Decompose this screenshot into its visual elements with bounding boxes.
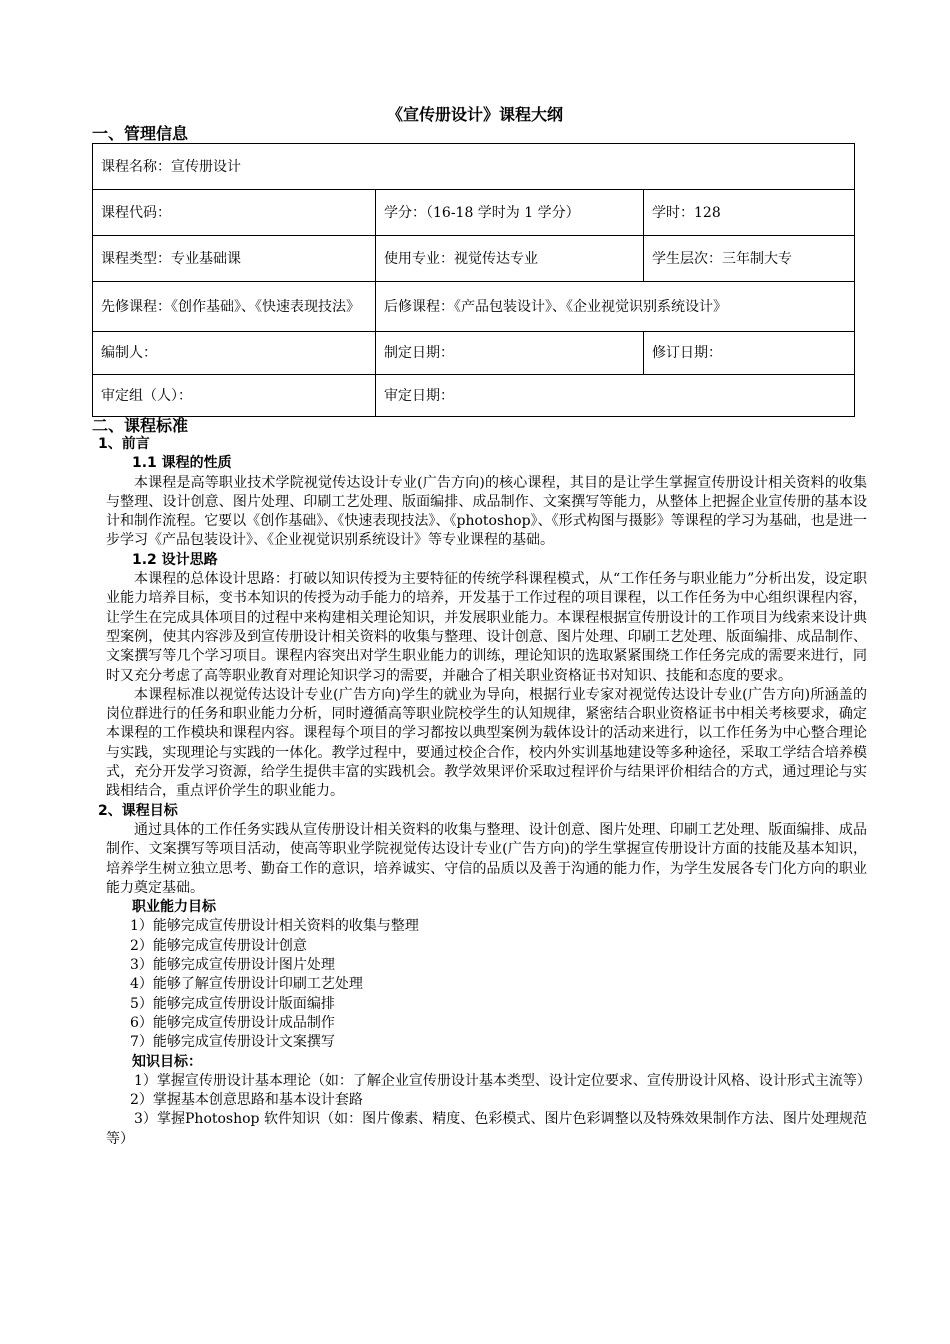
section-heading-management: 一、管理信息: [92, 124, 189, 143]
course-type-cell: 课程类型：专业基础课: [93, 236, 376, 282]
follow-up-cell: 后修课程：《产品包装设计》、《企业视觉识别系统设计》: [376, 282, 855, 332]
review-date-cell: 审定日期：: [376, 375, 855, 417]
editor-cell: 编制人：: [93, 332, 376, 375]
list-item: 1）掌握宣传册设计基本理论（如：了解企业宣传册设计基本类型、设计定位要求、宣传册设计风格、设计形式主流等）: [134, 1072, 871, 1089]
paragraph-goals: 通过具体的工作任务实践从宣传册设计相关资料的收集与整理、设计创意、图片处理、印刷工艺处理、版面编排、成品制作、文案撰写等项目活动，使高等职业学院视觉传达设计专业(广告方向)的学生掌握宣传册设计方面的技能及基本知识，培养学生树立独立思考、勤奋工作的意识，培养诚实、守信的品质以及善于沟通的能力作，为学生发展各专门化方向的职业能力奠定基础。: [106, 821, 867, 896]
credits-cell: 学分：（16-18 学时为 1 学分）: [376, 190, 644, 236]
list-item: 3）能够完成宣传册设计图片处理: [130, 957, 335, 974]
paragraph-design-1: 本课程的总体设计思路：打破以知识传授为主要特征的传统学科课程模式，从“工作任务与职业能力”分析出发，设定职业能力培养目标，变书本知识的传授为动手能力的培养，开发基于工作过程的项目课程，以工作任务为中心组织课程内容，让学生在完成具体项目的过程中来构建相关理论知识，并发展职业能力。本课程根据宣传册设计的工作项目为线索来设计典型案例，使其内容涉及到宣传册设计相关资料的收集与整理、设计创意、图片处理、印刷工艺处理、版面编排、成品制作、文案撰写等几个学习项目。课程内容突出对学生职业能力的训练，理论知识的选取紧紧围绕工作任务完成的需要来进行，同时又充分考虑了高等职业教育对理论知识学习的需要，并融合了相关职业资格证书对知识、技能和态度的要求。: [106, 571, 867, 684]
prerequisite-cell: 先修课程：《创作基础》、《快速表现技法》: [93, 282, 376, 332]
document-title: 《宣传册设计》课程大纲: [386, 105, 563, 124]
list-item: 2）掌握基本创意思路和基本设计套路: [130, 1092, 363, 1109]
student-level-cell: 学生层次：三年制大专: [644, 236, 855, 282]
subheading-design: 1.2 设计思路: [132, 551, 218, 568]
course-code-cell: 课程代码：: [93, 190, 376, 236]
list-item: 6）能够完成宣传册设计成品制作: [130, 1014, 335, 1031]
subheading-knowledge-goals: 知识目标：: [132, 1053, 202, 1070]
info-table: [92, 143, 855, 417]
body-text: [92, 435, 871, 1149]
paragraph-design-2: 本课程标准以视觉传达设计专业(广告方向)学生的就业为导向，根据行业专家对视觉传达设计专业(广告方向)所涵盖的岗位群进行的任务和职业能力分析，同时遵循高等职业院校学生的认知规律，紧密结合职业资格证书中相关考核要求，确定本课程的工作模块和课程内容。课程每个项目的学习都按以典型案例为载体设计的活动来进行，以工作任务为中心整合理论与实践，实现理论与实践的一体化。教学过程中，要通过校企合作，校内外实训基地建设等多种途径，采取工学结合培养模式，充分开发学习资源，给学生提供丰富的实践机会。教学效果评价采取过程评价与结果评价相结合的方式，通过理论与实践相结合，重点评价学生的职业能力。: [106, 686, 867, 800]
list-item: 4）能够了解宣传册设计印刷工艺处理: [130, 976, 363, 993]
subheading-preface: 1、前言: [98, 436, 150, 452]
subheading-goals: 2、课程目标: [98, 802, 178, 819]
list-item: 5）能够完成宣传册设计版面编排: [130, 995, 335, 1012]
hours-cell: 学时：128: [644, 190, 855, 236]
major-cell: 使用专业：视觉传达专业: [376, 236, 644, 282]
list-item: 2）能够完成宣传册设计创意: [130, 937, 307, 954]
section-heading-standards: 二、课程标准: [92, 416, 189, 435]
course-name-cell: 课程名称：宣传册设计: [93, 144, 855, 190]
paragraph-nature: 本课程是高等职业技术学院视觉传达设计专业(广告方向)的核心课程，其目的是让学生掌握宣传册设计相关资料的收集与整理、设计创意、图片处理、印刷工艺处理、版面编排、成品制作、文案撰写等能力，从整体上把握企业宣传册的基本设计和制作流程。它要以《创作基础》、《快速表现技法》、《photoshop》、《形式构图与摄影》等课程的学习为基础，也是进一步学习《产品包装设计》、《企业视觉识别系统设计》等专业课程的基础。: [106, 474, 867, 549]
list-item: 7）能够完成宣传册设计文案撰写: [130, 1034, 335, 1051]
made-date-cell: 制定日期：: [376, 332, 644, 375]
reviewer-cell: 审定组（人）：: [93, 375, 376, 417]
subheading-ability-goals: 职业能力目标: [132, 899, 216, 916]
list-item: 3）掌握Photoshop 软件知识（如：图片像素、精度、色彩模式、图片色彩调整以及特殊效果制作方法、图片处理规范等）: [106, 1111, 867, 1147]
list-item: 1）能够完成宣传册设计相关资料的收集与整理: [130, 918, 419, 935]
subheading-nature: 1.1 课程的性质: [132, 455, 232, 472]
revise-date-cell: 修订日期：: [644, 332, 855, 375]
